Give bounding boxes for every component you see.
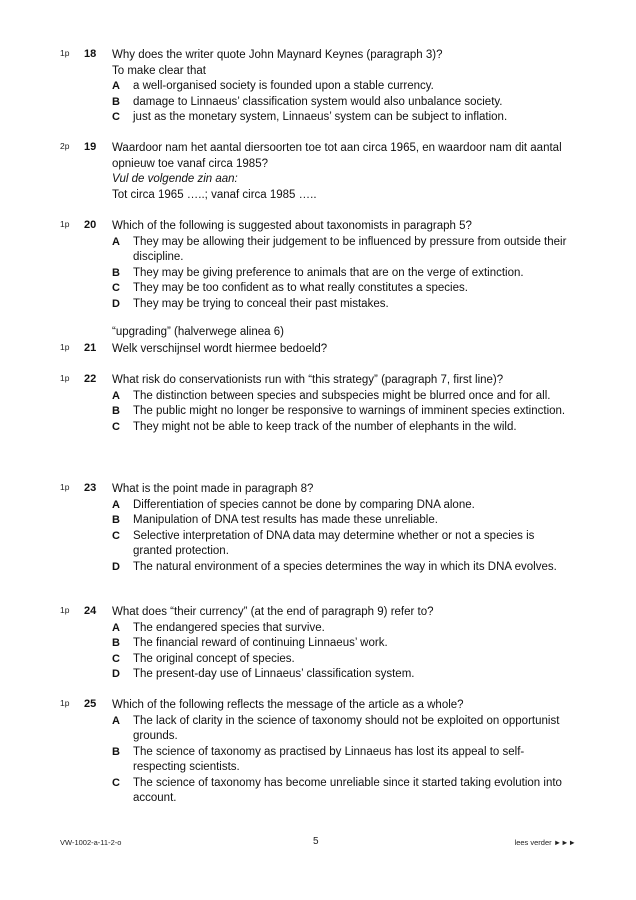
page-number: 5 — [313, 836, 319, 847]
option-a: A They may be allowing their judgement to be influenced by pressure from outside their discipline. — [112, 235, 567, 263]
option-b: B The financial reward of continuing Linnaeus’ work. — [112, 637, 388, 649]
option-d: D The present-day use of Linnaeus’ classification system. — [112, 668, 415, 680]
question-text: Waardoor nam het aantal diersoorten toe tot aan circa 1965, en waardoor nam dit aantal opnieuw toe vanaf circa 1985? — [112, 142, 562, 170]
points: 1p — [60, 48, 70, 58]
option-a: A The endangered species that survive. — [112, 621, 325, 634]
question-number: 25 — [84, 698, 97, 710]
option-c: C The science of taxonomy has become unreliable since it started taking evolution into account. — [112, 776, 562, 804]
option-b: B The science of taxonomy as practised by Linnaeus has lost its appeal to self-respecting scientists. — [112, 745, 525, 773]
question-line: To make clear that — [112, 64, 206, 77]
points: 1p — [60, 698, 70, 708]
option-c: C They may be too confident as to what really constitutes a species. — [112, 282, 468, 294]
question-text: Which of the following is suggested about taxonomists in paragraph 5? — [112, 220, 472, 232]
option-d: D They may be trying to conceal their past mistakes. — [112, 297, 389, 310]
question-number: 18 — [84, 48, 97, 60]
option-b: B The public might no longer be responsive to warnings of imminent species extinction. — [112, 405, 566, 417]
option-b: B Manipulation of DNA test results has made these unreliable. — [112, 514, 438, 526]
option-a: A The distinction between species and subspecies might be blurred once and for all. — [112, 389, 551, 402]
question-text: Why does the writer quote John Maynard Keynes (paragraph 3)? — [112, 49, 443, 61]
option-c: C They might not be able to keep track of the number of elephants in the wild. — [112, 420, 517, 433]
option-c: C just as the monetary system, Linnaeus’ system can be subject to inflation. — [112, 111, 508, 123]
next-page-indicator: lees verder ►►► — [514, 838, 576, 847]
option-c: C Selective interpretation of DNA data may determine whether or not a species is granted protection. — [112, 529, 535, 557]
quoted-term: “upgrading” (halverwege alinea 6) — [112, 326, 284, 338]
question-number: 21 — [84, 342, 97, 354]
option-d: D The natural environment of a species determines the way in which its DNA evolves. — [112, 560, 557, 573]
option-c: C The original concept of species. — [112, 652, 295, 665]
question-number: 19 — [84, 141, 97, 153]
question-number: 24 — [84, 605, 97, 617]
option-a: A Differentiation of species cannot be done by comparing DNA alone. — [112, 498, 475, 511]
points: 1p — [60, 605, 70, 615]
question-text: What risk do conservationists run with “this strategy” (paragraph 7, first line)? — [112, 374, 504, 386]
footer-code: VW-1002-a-11-2-o — [60, 838, 122, 847]
question-number: 22 — [84, 373, 97, 385]
question-text: Which of the following reflects the message of the article as a whole? — [112, 699, 464, 711]
points: 1p — [60, 373, 70, 383]
option-a: A a well-organised society is founded upon a stable currency. — [112, 80, 434, 92]
points: 1p — [60, 482, 70, 492]
option-a: A The lack of clarity in the science of taxonomy should not be exploited on opportunist grounds. — [112, 714, 560, 742]
question-line: Tot circa 1965 …..; vanaf circa 1985 ….. — [112, 188, 317, 201]
question-text: What does “their currency” (at the end of paragraph 9) refer to? — [112, 606, 434, 618]
option-b: B damage to Linnaeus’ classification system would also unbalance society. — [112, 95, 503, 108]
points: 1p — [60, 219, 70, 229]
instruction: Vul de volgende zin aan: — [112, 173, 238, 185]
question-number: 20 — [84, 219, 97, 231]
question-text: Welk verschijnsel wordt hiermee bedoeld? — [112, 343, 328, 355]
points: 1p — [60, 342, 70, 352]
option-b: B They may be giving preference to animals that are on the verge of extinction. — [112, 266, 524, 279]
question-text: What is the point made in paragraph 8? — [112, 483, 314, 495]
question-number: 23 — [84, 482, 97, 494]
points: 2p — [60, 141, 70, 151]
